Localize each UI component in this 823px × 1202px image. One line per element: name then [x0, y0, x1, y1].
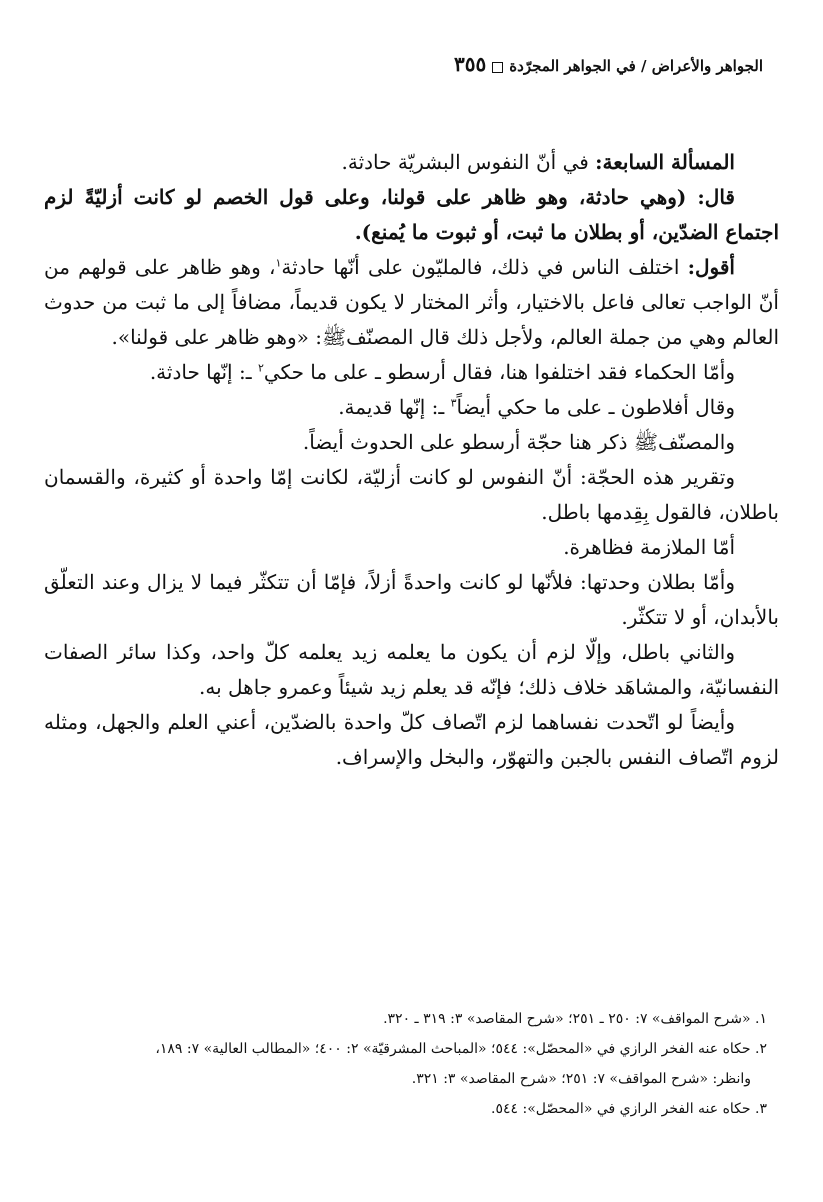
paragraph-aristotle	[44, 355, 779, 390]
page-number: ٣٥٥	[454, 52, 487, 76]
aristotle-text-end: ـ: إنّها حادثة.	[149, 360, 258, 384]
footnotes	[44, 1004, 767, 1124]
issue-label: المسألة السابعة:	[595, 150, 735, 174]
commentary-text-start: اختلف الناس في ذلك، فالمليّون على أنّها حادثة	[281, 255, 688, 279]
matn-text: (وهي حادثة، وهو ظاهر على قولنا، وعلى قول الخصم لو كانت أزليّةً لزم اجتماع الضدّين، أو بطلان ما ثبت، أو ثبوت ما يُمنع).	[44, 185, 779, 244]
paragraph-second-false: والثاني باطل، وإلّا لزم أن يكون ما يعلمه زيد يعلمه كلّ واحد، وكذا سائر الصفات النفسانيّة، والمشاهَد خلاف ذلك؛ فإنّه قد يعلم زيد شيئاً وعمرو جاهل به.	[44, 640, 779, 699]
issue-text: في أنّ النفوس البشريّة حادثة.	[341, 150, 596, 174]
issue-title-paragraph	[44, 145, 779, 180]
plato-text-end: ـ: إنّها قديمة.	[338, 395, 451, 419]
paragraph-plato	[44, 390, 779, 425]
paragraph-argument-statement: وتقرير هذه الحجّة: أنّ النفوس لو كانت أزليّة، لكانت إمّا واحدة أو كثيرة، والقسمان باطلان، فالقول بِقِدمها باطل.	[44, 465, 779, 524]
footnote-ref-3: ٣	[450, 396, 457, 410]
commentary-paragraph	[44, 250, 779, 355]
footnote-ref-2: ٢	[257, 361, 264, 375]
plato-text-start: وقال أفلاطون ـ على ما حكي أيضاً	[456, 395, 735, 419]
main-text	[44, 145, 779, 775]
footnote-2-continued: وانظر: «شرح المواقف» ٧: ٢٥١؛ «شرح المقاصد» ٣: ٣٢١.	[411, 1071, 751, 1087]
commentary-label: أقول:	[687, 255, 735, 279]
paragraph-author-argument: والمصنّفﷺ ذكر هنا حجّة أرسطو على الحدوث أيضاً.	[302, 430, 735, 454]
paragraph-unity-refutation: وأمّا بطلان وحدتها: فلأنّها لو كانت واحدةً أزلاً، فإمّا أن تتكثّر فيما لا يزال وعند التعلّق بالأبدان، أو لا تتكثّر.	[44, 570, 779, 629]
footnote-2: ٢. حكاه عنه الفخر الرازي في «المحصّل»: ٥٤٤؛ «المباحث المشرقيّة» ٢: ٤٠٠؛ «المطالب العالية» ٧: ١٨٩،	[155, 1041, 767, 1057]
commentary-text-end: ، وهو ظاهر على قولهم من أنّ الواجب تعالى فاعل بالاختيار، وأثر المختار لا يكون قديماً، مضافاً إلى ما ثبت من حدوث العالم وهي من جملة العالم، ولأجل ذلك قال المصنّفﷺ: «وهو ظاهر على قولنا».	[44, 255, 779, 349]
aristotle-text-start: وأمّا الحكماء فقد اختلفوا هنا، فقال أرسطو ـ على ما حكي	[263, 360, 735, 384]
footnote-1: ١. «شرح المواقف» ٧: ٢٥٠ ـ ٢٥١؛ «شرح المقاصد» ٣: ٣١٩ ـ ٣٢٠.	[383, 1011, 767, 1027]
separator-box-icon	[492, 62, 503, 73]
matn-label: قال:	[697, 185, 735, 209]
header-title: الجواهر والأعراض / في الجواهر المجرّدة	[509, 57, 763, 75]
paragraph-contraries: وأيضاً لو اتّحدت نفساهما لزم اتّصاف كلّ واحدة بالضدّين، أعني العلم والجهل، ومثله لزوم اتّصاف النفس بالجبن والتهوّر، والبخل والإسراف.	[44, 710, 779, 769]
paragraph-entailment: أمّا الملازمة فظاهرة.	[563, 535, 735, 559]
footnote-ref-1: ١	[275, 256, 282, 270]
footnote-3: ٣. حكاه عنه الفخر الرازي في «المحصّل»: ٥٤٤.	[491, 1101, 767, 1117]
matn-paragraph	[44, 180, 779, 250]
running-header	[60, 52, 763, 82]
